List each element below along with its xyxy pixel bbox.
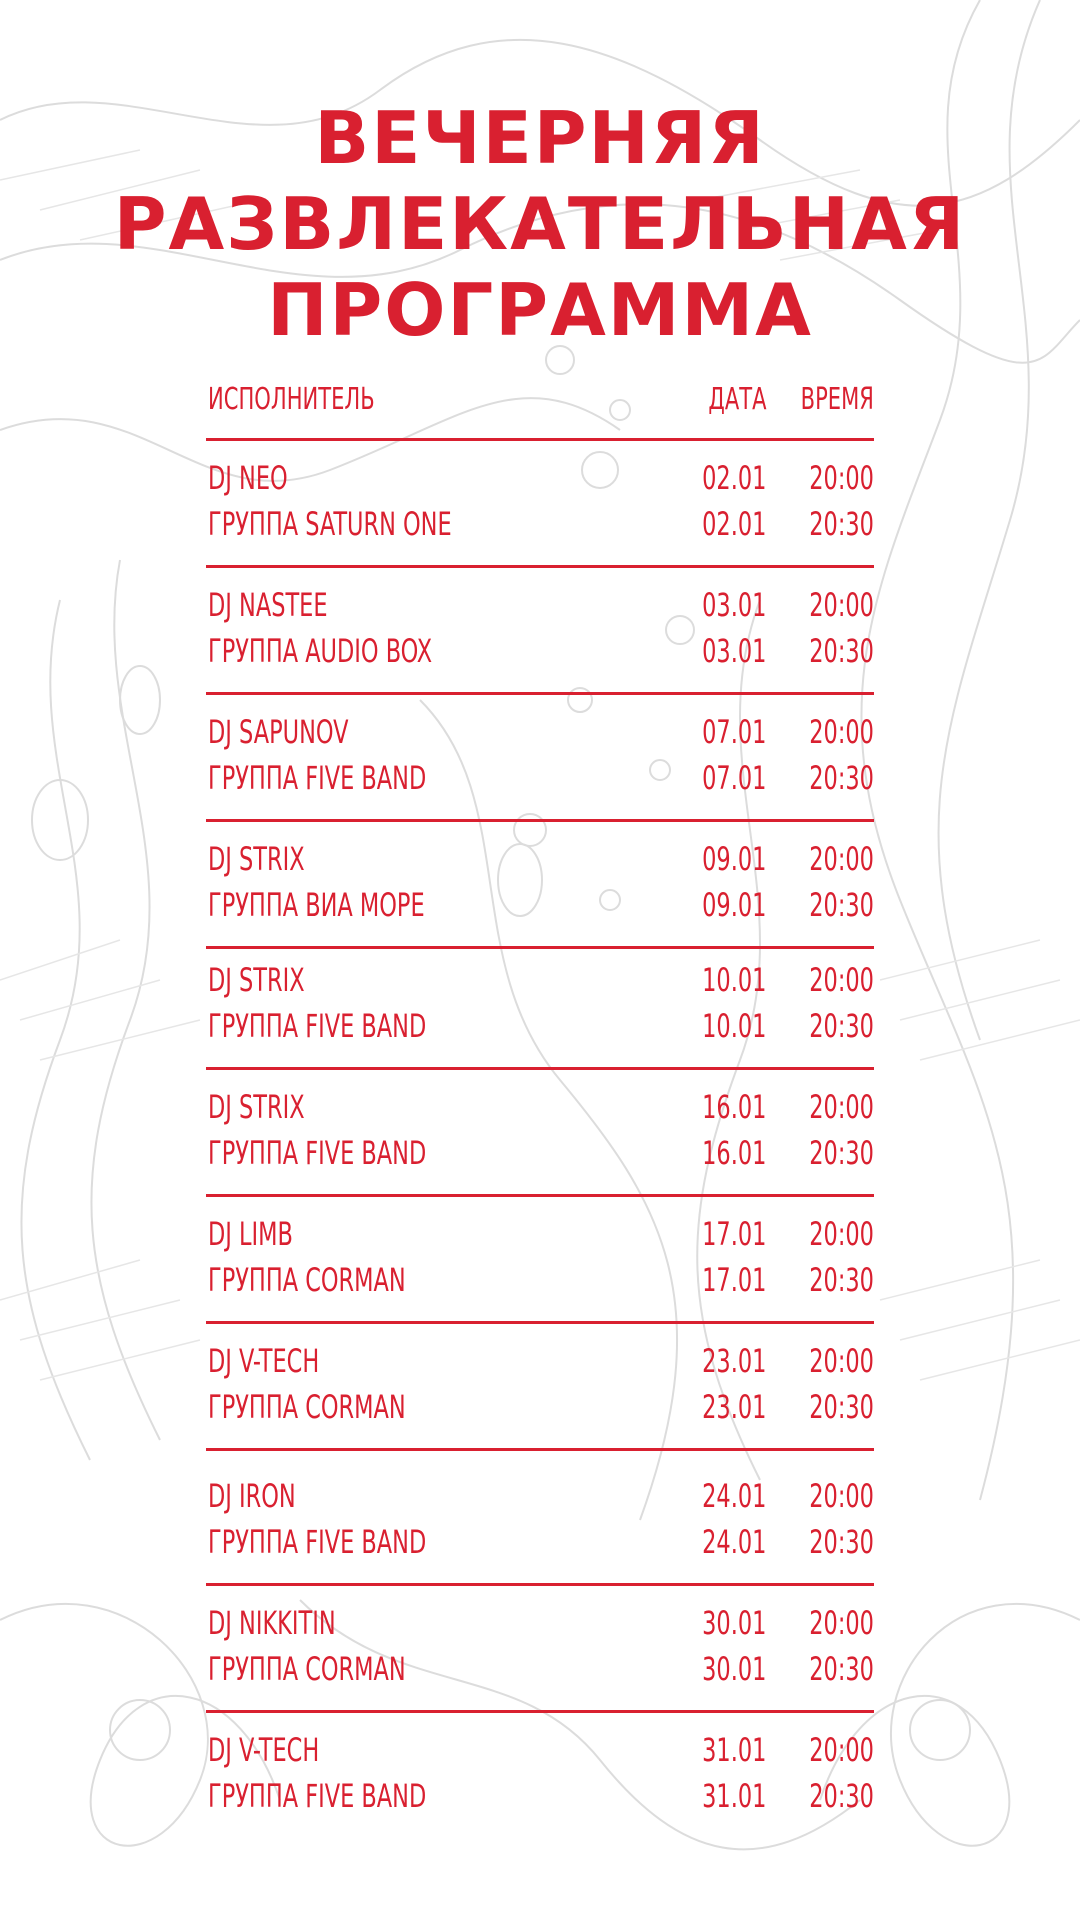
schedule-groups <box>206 441 874 1837</box>
artist-name: DJ V-TECH <box>208 1731 320 1769</box>
schedule-group <box>206 1586 874 1713</box>
event-date: 10.01 <box>701 1007 766 1045</box>
title-line-2: РАЗВЛЕКАТЕЛЬНАЯ <box>113 182 967 266</box>
event-date: 16.01 <box>701 1088 766 1126</box>
event-date: 07.01 <box>701 759 766 797</box>
schedule-group <box>206 1324 874 1451</box>
event-time: 20:30 <box>809 1388 874 1426</box>
title-line-1: ВЕЧЕРНЯЯ <box>314 96 766 180</box>
schedule-row <box>206 1338 874 1384</box>
artist-name: DJ SAPUNOV <box>208 713 349 751</box>
schedule-group <box>206 568 874 695</box>
schedule-row <box>206 1003 874 1049</box>
schedule-row <box>206 1600 874 1646</box>
event-date: 03.01 <box>701 586 766 624</box>
event-time: 20:00 <box>809 459 874 497</box>
schedule-row <box>206 836 874 882</box>
event-date: 23.01 <box>701 1342 766 1380</box>
event-date: 31.01 <box>701 1777 766 1815</box>
schedule-row <box>206 957 874 1003</box>
event-time: 20:00 <box>809 1215 874 1253</box>
schedule-row <box>206 582 874 628</box>
artist-name: ГРУППА CORMAN <box>208 1261 406 1299</box>
artist-name: DJ STRIX <box>208 961 305 999</box>
event-time: 20:00 <box>809 586 874 624</box>
schedule-row <box>206 1084 874 1130</box>
schedule-row <box>206 1646 874 1692</box>
event-time: 20:00 <box>809 1342 874 1380</box>
header-time: ВРЕМЯ <box>800 382 874 417</box>
artist-name: DJ STRIX <box>208 1088 305 1126</box>
event-date: 10.01 <box>701 961 766 999</box>
event-date: 23.01 <box>701 1388 766 1426</box>
artist-name: DJ V-TECH <box>208 1342 320 1380</box>
event-time: 20:30 <box>809 1523 874 1561</box>
event-time: 20:00 <box>809 1604 874 1642</box>
artist-name: ГРУППА SATURN ONE <box>208 505 452 543</box>
event-date: 03.01 <box>701 632 766 670</box>
event-time: 20:30 <box>809 759 874 797</box>
event-time: 20:30 <box>809 1650 874 1688</box>
event-time: 20:00 <box>809 1088 874 1126</box>
schedule-group <box>206 441 874 568</box>
schedule-row <box>206 1519 874 1565</box>
event-time: 20:30 <box>809 632 874 670</box>
schedule-row <box>206 1727 874 1773</box>
schedule-row <box>206 755 874 801</box>
event-time: 20:30 <box>809 886 874 924</box>
schedule-group <box>206 1713 874 1837</box>
schedule-group <box>206 822 874 949</box>
schedule-row <box>206 709 874 755</box>
event-time: 20:30 <box>809 1261 874 1299</box>
artist-name: ГРУППА FIVE BAND <box>208 1007 427 1045</box>
event-date: 31.01 <box>701 1731 766 1769</box>
artist-name: DJ NEO <box>208 459 288 497</box>
schedule-group <box>206 1451 874 1586</box>
page-title <box>0 95 1080 353</box>
schedule-row <box>206 1773 874 1819</box>
event-date: 07.01 <box>701 713 766 751</box>
schedule-group <box>206 1197 874 1324</box>
schedule-row <box>206 1211 874 1257</box>
artist-name: ГРУППА ВИА МОРЕ <box>208 886 425 924</box>
schedule-table <box>206 378 874 1837</box>
schedule-row <box>206 882 874 928</box>
event-time: 20:30 <box>809 505 874 543</box>
header-date: ДАТА <box>707 382 766 417</box>
event-date: 24.01 <box>701 1523 766 1561</box>
schedule-group <box>206 949 874 1070</box>
event-time: 20:30 <box>809 1134 874 1172</box>
artist-name: ГРУППА FIVE BAND <box>208 1134 427 1172</box>
artist-name: DJ LIMB <box>208 1215 293 1253</box>
event-time: 20:00 <box>809 961 874 999</box>
schedule-row <box>206 501 874 547</box>
schedule-row <box>206 1384 874 1430</box>
artist-name: ГРУППА FIVE BAND <box>208 1777 427 1815</box>
artist-name: ГРУППА FIVE BAND <box>208 759 427 797</box>
schedule-row <box>206 455 874 501</box>
artist-name: ГРУППА CORMAN <box>208 1650 406 1688</box>
event-date: 02.01 <box>701 505 766 543</box>
event-time: 20:00 <box>809 1477 874 1515</box>
event-date: 02.01 <box>701 459 766 497</box>
schedule-row <box>206 1473 874 1519</box>
schedule-group <box>206 1070 874 1197</box>
event-date: 17.01 <box>701 1215 766 1253</box>
title-line-3: ПРОГРАММА <box>267 268 813 352</box>
schedule-group <box>206 695 874 822</box>
schedule-row <box>206 628 874 674</box>
schedule-header-row <box>206 378 874 441</box>
schedule-row <box>206 1130 874 1176</box>
artist-name: DJ IRON <box>208 1477 296 1515</box>
artist-name: DJ NASTEE <box>208 586 328 624</box>
event-date: 30.01 <box>701 1650 766 1688</box>
event-time: 20:30 <box>809 1777 874 1815</box>
event-time: 20:30 <box>809 1007 874 1045</box>
event-date: 16.01 <box>701 1134 766 1172</box>
artist-name: ГРУППА CORMAN <box>208 1388 406 1426</box>
event-time: 20:00 <box>809 1731 874 1769</box>
event-date: 09.01 <box>701 840 766 878</box>
event-date: 17.01 <box>701 1261 766 1299</box>
schedule-row <box>206 1257 874 1303</box>
event-time: 20:00 <box>809 840 874 878</box>
artist-name: DJ STRIX <box>208 840 305 878</box>
artist-name: ГРУППА FIVE BAND <box>208 1523 427 1561</box>
artist-name: DJ NIKKITIN <box>208 1604 336 1642</box>
event-date: 09.01 <box>701 886 766 924</box>
event-date: 30.01 <box>701 1604 766 1642</box>
event-date: 24.01 <box>701 1477 766 1515</box>
artist-name: ГРУППА AUDIO BOX <box>208 632 433 670</box>
event-time: 20:00 <box>809 713 874 751</box>
header-artist: ИСПОЛНИТЕЛЬ <box>208 382 375 417</box>
